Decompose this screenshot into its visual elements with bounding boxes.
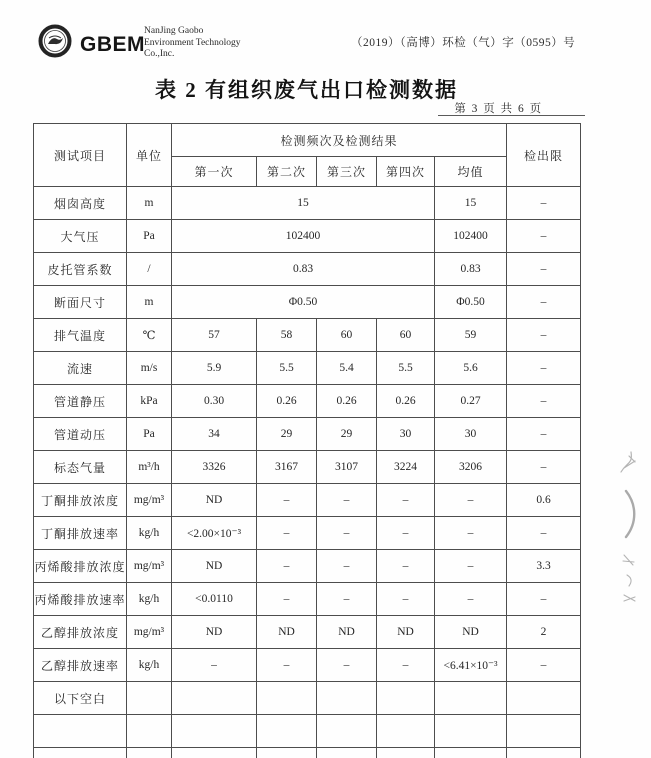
row-item-label — [34, 715, 127, 748]
company-name-line: Co.,Inc. — [144, 49, 175, 59]
table-cell: 102400 — [172, 220, 435, 253]
table-row — [34, 253, 581, 286]
table-cell — [377, 715, 435, 748]
table-row — [34, 451, 581, 484]
table-cell: 29 — [257, 418, 317, 451]
table-cell: – — [507, 385, 581, 418]
ink-smudge-icon — [616, 549, 642, 609]
page-title: 表 2 有组织废气出口检测数据 — [155, 78, 458, 102]
table-cell — [127, 715, 172, 748]
table-cell: mg/m³ — [127, 616, 172, 649]
table-cell: / — [127, 253, 172, 286]
table-cell: m/s — [127, 352, 172, 385]
row-item-label: 标态气量 — [34, 451, 127, 484]
row-item-label: 丙烯酸排放速率 — [34, 583, 127, 616]
table-cell: – — [507, 583, 581, 616]
table-row — [34, 682, 581, 715]
ink-smudge-icon — [620, 487, 640, 541]
table-row — [34, 385, 581, 418]
table-row — [34, 748, 581, 758]
table-cell: 5.5 — [377, 352, 435, 385]
table-row — [34, 220, 581, 253]
table-cell — [257, 715, 317, 748]
col-header-run: 第三次 — [317, 157, 377, 187]
table-cell — [257, 748, 317, 758]
table-cell: 58 — [257, 319, 317, 352]
table-cell — [127, 748, 172, 758]
company-name-line: NanJing Gaobo — [144, 26, 204, 36]
table-row — [34, 352, 581, 385]
table-cell: – — [317, 517, 377, 550]
table-cell: 0.27 — [435, 385, 507, 418]
table-cell — [507, 682, 581, 715]
row-item-label: 管道动压 — [34, 418, 127, 451]
table-cell: Φ0.50 — [435, 286, 507, 319]
table-cell: – — [317, 649, 377, 682]
table-cell: – — [435, 550, 507, 583]
table-cell: – — [257, 649, 317, 682]
table-cell: 3.3 — [507, 550, 581, 583]
table-cell: kg/h — [127, 649, 172, 682]
table-cell: 102400 — [435, 220, 507, 253]
table-cell — [435, 682, 507, 715]
table-cell — [127, 682, 172, 715]
row-item-label: 流速 — [34, 352, 127, 385]
table-cell — [507, 748, 581, 758]
table-cell: – — [507, 220, 581, 253]
table-cell: 5.4 — [317, 352, 377, 385]
table-row — [34, 517, 581, 550]
table-cell — [377, 748, 435, 758]
table-cell: kg/h — [127, 583, 172, 616]
table-cell: 3167 — [257, 451, 317, 484]
table-cell: 5.5 — [257, 352, 317, 385]
company-name-line: Environment Technology — [144, 37, 241, 48]
table-cell: ND — [435, 616, 507, 649]
table-cell: – — [507, 451, 581, 484]
col-header-item: 测试项目 — [34, 124, 127, 187]
table-cell: 5.6 — [435, 352, 507, 385]
table-cell: Pa — [127, 220, 172, 253]
table-cell: – — [507, 253, 581, 286]
table-cell: mg/m³ — [127, 550, 172, 583]
row-item-label: 大气压 — [34, 220, 127, 253]
table-cell: 3326 — [172, 451, 257, 484]
table-cell: ND — [377, 616, 435, 649]
table-cell: 3224 — [377, 451, 435, 484]
table-row — [34, 583, 581, 616]
table-cell: ND — [317, 616, 377, 649]
table-cell: 0.26 — [377, 385, 435, 418]
table-cell: – — [435, 583, 507, 616]
table-cell: 34 — [172, 418, 257, 451]
table-cell: <6.41×10⁻³ — [435, 649, 507, 682]
table-row — [34, 649, 581, 682]
table-cell — [435, 715, 507, 748]
table-cell: 30 — [435, 418, 507, 451]
table-cell: 3206 — [435, 451, 507, 484]
table-cell: m — [127, 286, 172, 319]
col-header-run: 第一次 — [172, 157, 257, 187]
table-row — [34, 616, 581, 649]
table-cell: – — [377, 484, 435, 517]
table-cell: – — [317, 583, 377, 616]
table-cell: ℃ — [127, 319, 172, 352]
page-indicator: 第 3 页 共 6 页 — [438, 100, 585, 116]
table-cell: 0.30 — [172, 385, 257, 418]
table-cell: Pa — [127, 418, 172, 451]
table-row — [34, 187, 581, 220]
table-row — [34, 418, 581, 451]
table-cell — [257, 682, 317, 715]
row-item-label: 以下空白 — [34, 682, 127, 715]
table-cell — [317, 748, 377, 758]
table-row — [34, 550, 581, 583]
table-cell: – — [172, 649, 257, 682]
table-cell: kPa — [127, 385, 172, 418]
table-cell: 29 — [317, 418, 377, 451]
row-item-label: 丙烯酸排放浓度 — [34, 550, 127, 583]
table-cell: 3107 — [317, 451, 377, 484]
table-cell — [317, 715, 377, 748]
table-cell: ND — [172, 550, 257, 583]
table-cell: – — [317, 484, 377, 517]
table-cell: – — [257, 550, 317, 583]
table-cell: m³/h — [127, 451, 172, 484]
table-row — [34, 484, 581, 517]
table-cell: 0.26 — [257, 385, 317, 418]
company-emblem-icon — [38, 24, 72, 58]
table-cell: 15 — [435, 187, 507, 220]
table-cell: – — [507, 418, 581, 451]
row-item-label: 排气温度 — [34, 319, 127, 352]
table-cell: 57 — [172, 319, 257, 352]
table-cell: ND — [257, 616, 317, 649]
col-header-run: 均值 — [435, 157, 507, 187]
table-cell: 60 — [317, 319, 377, 352]
table-cell: – — [507, 649, 581, 682]
row-item-label: 丁酮排放浓度 — [34, 484, 127, 517]
table-cell: kg/h — [127, 517, 172, 550]
table-cell: 2 — [507, 616, 581, 649]
row-item-label: 丁酮排放速率 — [34, 517, 127, 550]
table-cell: – — [435, 484, 507, 517]
table-cell: mg/m³ — [127, 484, 172, 517]
table-cell: – — [257, 484, 317, 517]
table-header-row — [34, 124, 581, 157]
row-item-label: 管道静压 — [34, 385, 127, 418]
col-header-unit: 单位 — [127, 124, 172, 187]
table-row — [34, 319, 581, 352]
row-item-label: 皮托管系数 — [34, 253, 127, 286]
table-cell: – — [377, 550, 435, 583]
table-cell: – — [377, 517, 435, 550]
company-name — [144, 26, 241, 61]
col-header-run: 第二次 — [257, 157, 317, 187]
table-cell — [172, 715, 257, 748]
table-cell: ND — [172, 484, 257, 517]
col-header-results-group: 检测频次及检测结果 — [172, 124, 507, 157]
table-cell: Φ0.50 — [172, 286, 435, 319]
logo-text: GBEM — [80, 33, 145, 56]
table-cell: <2.00×10⁻³ — [172, 517, 257, 550]
table-cell: – — [435, 517, 507, 550]
table-cell: – — [507, 517, 581, 550]
table-cell — [377, 682, 435, 715]
col-header-run: 第四次 — [377, 157, 435, 187]
table-cell: 0.6 — [507, 484, 581, 517]
table-cell: – — [257, 583, 317, 616]
table-cell: 59 — [435, 319, 507, 352]
table-cell: 60 — [377, 319, 435, 352]
table-cell: – — [257, 517, 317, 550]
table-cell: m — [127, 187, 172, 220]
col-header-detection-limit: 检出限 — [507, 124, 581, 187]
table-cell — [435, 748, 507, 758]
table-cell: 0.83 — [435, 253, 507, 286]
table-cell: 0.83 — [172, 253, 435, 286]
table-cell — [317, 682, 377, 715]
table-cell: ND — [172, 616, 257, 649]
detection-data-table — [33, 123, 581, 758]
table-cell: – — [377, 583, 435, 616]
row-item-label: 烟囱高度 — [34, 187, 127, 220]
table-cell — [172, 748, 257, 758]
row-item-label: 断面尺寸 — [34, 286, 127, 319]
table-cell: – — [317, 550, 377, 583]
table-cell: – — [507, 286, 581, 319]
table-cell — [172, 682, 257, 715]
table-row — [34, 715, 581, 748]
row-item-label: 乙醇排放速率 — [34, 649, 127, 682]
ink-smudge-icon — [616, 442, 644, 478]
table-cell: – — [507, 187, 581, 220]
table-cell: <0.0110 — [172, 583, 257, 616]
table-cell: 0.26 — [317, 385, 377, 418]
doc-number: （2019）（高博）环检（气）字（0595）号 — [351, 37, 576, 49]
table-cell: – — [507, 352, 581, 385]
table-cell — [507, 715, 581, 748]
table-cell: – — [507, 319, 581, 352]
row-item-label — [34, 748, 127, 758]
table-cell: 30 — [377, 418, 435, 451]
table-cell: 5.9 — [172, 352, 257, 385]
table-cell: 15 — [172, 187, 435, 220]
row-item-label: 乙醇排放浓度 — [34, 616, 127, 649]
table-cell: – — [377, 649, 435, 682]
table-row — [34, 286, 581, 319]
